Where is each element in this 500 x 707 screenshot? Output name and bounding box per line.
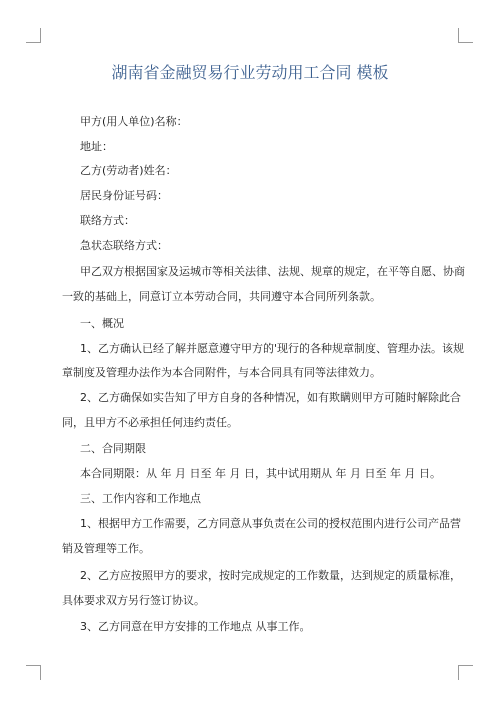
field-employer-name: 甲方(用人单位)名称：	[80, 115, 188, 128]
field-address: 地址：	[80, 140, 113, 153]
intro-paragraph-line-1: 甲乙双方根据国家及运城市等相关法律、法规、规章的规定，在平等自愿、协商	[80, 265, 465, 278]
field-employee-name: 乙方(劳动者)姓名：	[80, 164, 177, 177]
section-3-paragraph-3: 3、乙方同意在甲方安排的工作地点 从事工作。	[80, 620, 311, 633]
page-corner-mark-bottom-left	[26, 665, 41, 680]
section-1-paragraph-1-line-2: 章制度及管理办法作为本合同附件，与本合同具有同等法律效力。	[62, 366, 381, 379]
page-corner-mark-top-right	[458, 28, 473, 43]
section-1-paragraph-1-line-1: 1、乙方确认已经了解并愿意遵守甲方的'现行的各种规章制度、管理办法。该规	[80, 342, 465, 355]
intro-paragraph-line-2: 一致的基础上，同意订立本劳动合同，共同遵守本合同所列条款。	[62, 290, 381, 303]
section-2-contract-term: 本合同期限：从 年 月 日至 年 月 日，其中试用期从 年 月 日至 年 月 日。	[80, 467, 441, 480]
page-corner-mark-top-left	[26, 28, 41, 43]
section-3-paragraph-1-line-1: 1、根据甲方工作需要，乙方同意从事负责在公司的授权范围内进行公司产品营	[80, 517, 461, 530]
section-3-heading: 三、工作内容和工作地点	[80, 492, 201, 505]
section-3-paragraph-1-line-2: 销及管理等工作。	[62, 542, 150, 555]
section-2-heading: 二、合同期限	[80, 442, 146, 455]
section-1-heading: 一、概况	[80, 317, 124, 330]
section-1-paragraph-2-line-2: 同，且甲方不必承担任何违约责任。	[62, 416, 238, 429]
document-title: 湖南省金融贸易行业劳动用工合同 模板	[111, 63, 389, 82]
section-1-paragraph-2-line-1: 2、乙方确保如实告知了甲方自身的各种情况，如有欺瞒则甲方可随时解除此合	[80, 391, 461, 404]
section-3-paragraph-2-line-1: 2、乙方应按照甲方的要求，按时完成规定的工作数量，达到规定的质量标准，	[80, 569, 461, 582]
field-emergency-contact: 急状态联络方式：	[80, 239, 168, 252]
field-id-number: 居民身份证号码：	[80, 189, 168, 202]
field-contact: 联络方式：	[80, 214, 135, 227]
page-corner-mark-bottom-right	[458, 665, 473, 680]
section-3-paragraph-2-line-2: 具体要求双方另行签订协议。	[62, 594, 205, 607]
